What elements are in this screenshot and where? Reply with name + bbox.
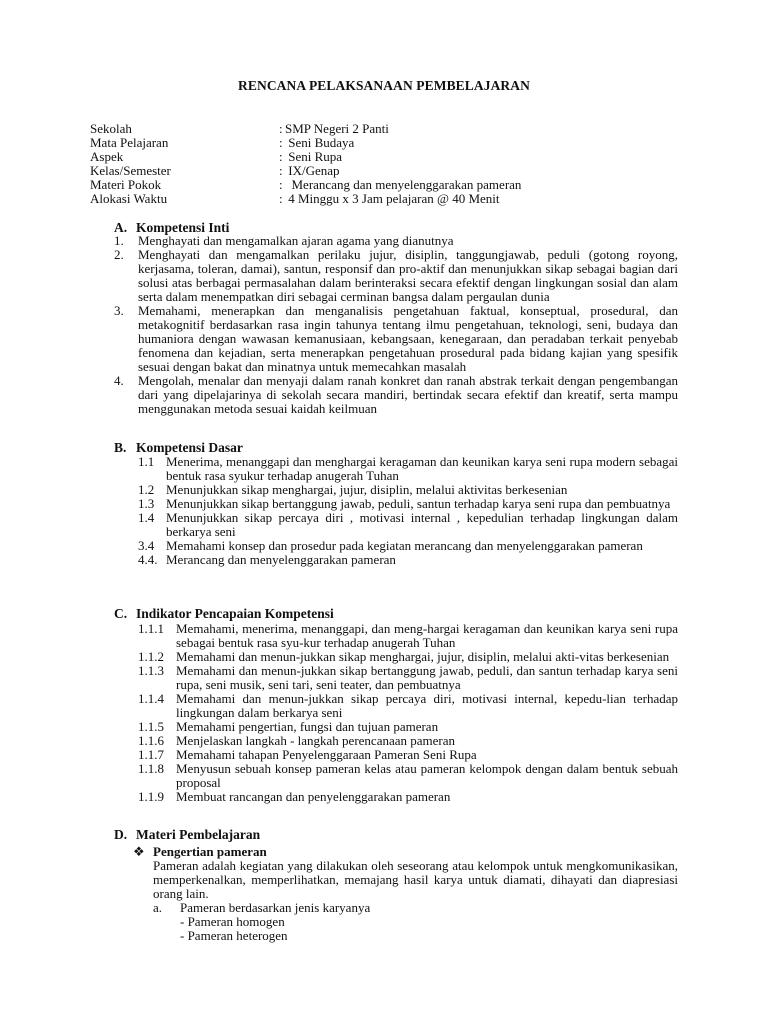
paragraph-block [133, 859, 678, 943]
identity-colon: : [279, 135, 283, 150]
section-b-list [138, 455, 678, 567]
item-text: Memahami, menerima, menanggapi, dan meng-hargai keragaman dan keunikan karya seni rupa sebagai bentuk rasa syu-kur terhadap anugerah Tuhan [176, 621, 678, 650]
identity-row [90, 178, 710, 192]
identity-row [90, 164, 710, 178]
identity-row [90, 192, 710, 206]
identity-table [90, 122, 710, 206]
section-title: Kompetensi Inti [136, 220, 230, 235]
item-number: 1.1.9 [138, 789, 164, 804]
item-text: Menunjukkan sikap bertanggung jawab, peduli, santun terhadap karya seni rupa dan pembuatnya [166, 496, 671, 511]
list-item [114, 374, 678, 416]
subheading-row [133, 845, 678, 859]
list-item [138, 748, 678, 762]
section-letter: A. [114, 220, 128, 235]
item-text: Memahami tahapan Penyelenggaraan Pameran Seni Rupa [176, 747, 477, 762]
item-number: 1. [114, 233, 124, 248]
paragraph: Pameran adalah kegiatan yang dilakukan oleh seseorang atau kelompok untuk mengkomunikasikan, memperkenalkan, memperlihatkan, memajang hasil karya untuk diamati, dihayati dan diapresiasi orang lain. [153, 858, 678, 901]
item-text: Menghayati dan mengamalkan perilaku jujur, disiplin, tanggungjawab, peduli (gotong royong, kerjasama, toleran, damai), santun, responsif dan pro-aktif dan menunjukkan sikap sebagai bagian dari solusi atas berbagai permasalahan dalam berinteraksi secara efektif dengan lingkungan sosial dan alam serta dalam menempatkan diri sebagai cerminan bangsa dalam pergaulan dunia [138, 247, 678, 304]
sub-list-item [153, 901, 678, 915]
item-number: 1.1.6 [138, 733, 164, 748]
section-d-heading [114, 828, 260, 842]
identity-value: Merancang dan menyelenggarakan pameran [285, 177, 522, 192]
list-item [138, 720, 678, 734]
item-number: 1.1.1 [138, 621, 164, 636]
item-number: 1.1.8 [138, 761, 164, 776]
identity-value: IX/Genap [285, 163, 340, 178]
identity-value: SMP Negeri 2 Panti [285, 121, 389, 136]
list-item [138, 790, 678, 804]
list-item [138, 455, 678, 483]
item-text: Menerima, menanggapi dan menghargai keragaman dan keunikan karya seni rupa modern sebagai bentuk rasa syukur terhadap anugerah Tuhan [166, 454, 678, 483]
item-number: 1.1.7 [138, 747, 164, 762]
identity-label: Aspek [90, 149, 124, 164]
list-item [114, 304, 678, 374]
identity-colon: : [279, 191, 283, 206]
identity-label: Alokasi Waktu [90, 191, 168, 206]
list-item [138, 539, 678, 553]
list-item [138, 692, 678, 720]
section-title: Indikator Pencapaian Kompetensi [136, 606, 334, 621]
item-text: Merancang dan menyelenggarakan pameran [166, 552, 396, 567]
section-letter: B. [114, 440, 127, 455]
list-item [138, 553, 678, 567]
dash-item: - Pameran homogen [180, 914, 285, 929]
item-text: Memahami dan menun-jukkan sikap menghargai, jujur, disiplin, melalui akti-vitas berkesenian [176, 649, 670, 664]
identity-row [90, 150, 710, 164]
list-item [138, 664, 678, 692]
item-number: 1.1.5 [138, 719, 164, 734]
item-number: 2. [114, 247, 124, 262]
dash-item: - Pameran heterogen [180, 928, 288, 943]
section-title: Kompetensi Dasar [136, 440, 243, 455]
section-c-list [138, 622, 678, 804]
section-letter: C. [114, 606, 128, 621]
identity-colon: : [279, 121, 283, 136]
item-text: Membuat rancangan dan penyelenggarakan pameran [176, 789, 451, 804]
list-item [114, 248, 678, 304]
item-number: 1.2 [138, 482, 155, 497]
item-number: 1.3 [138, 496, 155, 511]
section-letter: D. [114, 827, 128, 842]
item-number: 1.4 [138, 510, 155, 525]
item-letter: a. [153, 900, 163, 915]
item-text: Pameran berdasarkan jenis karyanya [180, 900, 371, 915]
identity-colon: : [279, 149, 283, 164]
item-text: Memahami pengertian, fungsi dan tujuan pameran [176, 719, 439, 734]
list-item [138, 511, 678, 539]
identity-label: Materi Pokok [90, 177, 162, 192]
section-c-heading [114, 607, 334, 621]
identity-value: Seni Budaya [285, 135, 355, 150]
section-a-list [114, 234, 678, 416]
item-text: Memahami dan menun-jukkan sikap percaya diri, motivasi internal, kepedu-lian terhadap lingkungan dalam berkarya seni [176, 691, 678, 720]
list-item [138, 622, 678, 650]
item-number: 1.1 [138, 454, 155, 469]
section-d-content [133, 845, 678, 943]
list-item [114, 234, 678, 248]
item-text: Memahami konsep dan prosedur pada kegiatan merancang dan menyelenggarakan pameran [166, 538, 643, 553]
section-b-heading [114, 441, 243, 455]
item-number: 3.4 [138, 538, 155, 553]
item-number: 4. [114, 373, 124, 388]
item-number: 1.1.3 [138, 663, 164, 678]
list-item [138, 762, 678, 790]
item-text: Menghayati dan mengamalkan ajaran agama yang dianutnya [138, 233, 454, 248]
item-number: 3. [114, 303, 124, 318]
item-text: Mengolah, menalar dan menyaji dalam ranah konkret dan ranah abstrak terkait dengan pengembangan dari yang dipelajarinya di sekolah secara mandiri, bertindak secara efektif dan kreatif, serta mampu menggunakan metoda sesuai kaidah keilmuan [138, 373, 678, 416]
item-text: Menunjukkan sikap menghargai, jujur, disiplin, melalui aktivitas berkesenian [166, 482, 568, 497]
identity-row [90, 136, 710, 150]
list-item [138, 650, 678, 664]
list-item [138, 483, 678, 497]
list-item [138, 497, 678, 511]
item-text: Menyusun sebuah konsep pameran kelas atau pameran kelompok dengan dalam bentuk sebuah proposal [176, 761, 678, 790]
item-text: Menunjukkan sikap percaya diri , motivasi internal , kepedulian terhadap lingkungan dalam berkarya seni [166, 510, 678, 539]
list-item [138, 734, 678, 748]
identity-value: 4 Minggu x 3 Jam pelajaran @ 40 Menit [285, 191, 500, 206]
item-number: 1.1.2 [138, 649, 164, 664]
identity-label: Sekolah [90, 121, 132, 136]
identity-value: Seni Rupa [285, 149, 343, 164]
identity-label: Kelas/Semester [90, 163, 171, 178]
item-text: Menjelaskan langkah - langkah perencanaan pameran [176, 733, 456, 748]
subheading: Pengertian pameran [153, 844, 267, 859]
section-title: Materi Pembelajaran [136, 827, 261, 842]
item-text: Memahami, menerapkan dan menganalisis pengetahuan faktual, konseptual, prosedural, dan metakognitif berdasarkan rasa ingin tahunya tentang ilmu pengetahuan, teknologi, seni, budaya dan humaniora dengan wawasan kemanusiaan, kebangsaan, kenegaraan, dan peradaban terkait penyebab fenomena dan kejadian, serta menerapkan pengetahuan prosedural pada bidang kajian yang spesifik sesuai dengan bakat dan minatnya untuk memecahkan masalah [138, 303, 678, 374]
identity-colon: : [279, 177, 283, 192]
identity-row [90, 122, 710, 136]
item-number: 4.4. [138, 552, 158, 567]
item-text: Memahami dan menun-jukkan sikap bertanggung jawab, peduli, dan santun terhadap karya seni rupa, seni musik, seni tari, seni teater, dan pembuatnya [176, 663, 678, 692]
item-number: 1.1.4 [138, 691, 164, 706]
document-title: RENCANA PELAKSANAAN PEMBELAJARAN [238, 78, 530, 93]
identity-label: Mata Pelajaran [90, 135, 169, 150]
diamond-bullet-icon: ❖ [133, 844, 145, 859]
identity-colon: : [279, 163, 283, 178]
